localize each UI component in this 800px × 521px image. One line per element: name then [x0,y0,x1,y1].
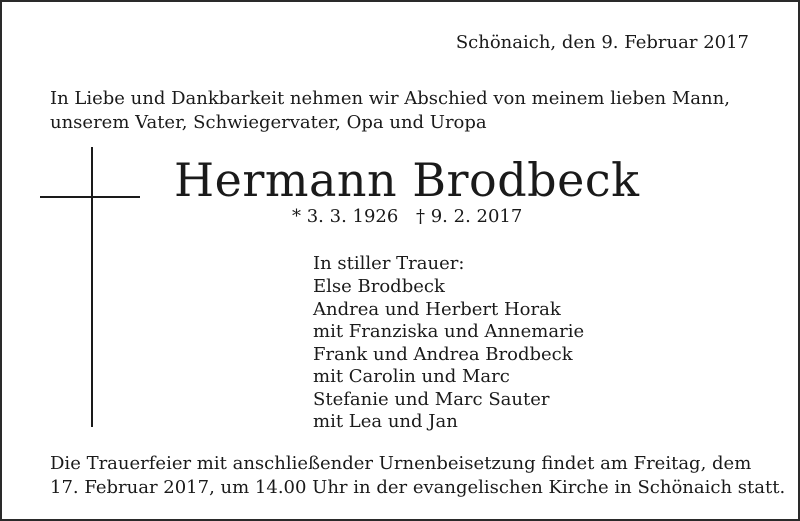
cross-icon-horizontal [40,196,140,198]
deceased-name: Hermann Brodbeck [174,153,640,207]
death-date: † 9. 2. 2017 [416,206,523,227]
funeral-info [50,452,785,500]
place-date: Schönaich, den 9. Februar 2017 [455,32,749,53]
funeral-line: 17. Februar 2017, um 14.00 Uhr in der evangelischen Kirche in Schönaich statt. [50,477,786,498]
intro-line: In Liebe und Dankbarkeit nehmen wir Abschied von meinem lieben Mann, [50,88,730,109]
mourner-item: Else Brodbeck [313,276,445,297]
mourning-heading: In stiller Trauer: [313,253,465,274]
mourner-item: mit Carolin und Marc [313,366,510,387]
cross-icon-vertical [91,147,93,427]
mourner-item: Andrea und Herbert Horak [313,298,561,320]
mourner-item: mit Lea und Jan [313,411,458,432]
funeral-line: Die Trauerfeier mit anschließender Urnenbeisetzung findet am Freitag, dem [50,453,752,474]
mourner-item: mit Franziska und Annemarie [313,321,585,342]
birth-date: * 3. 3. 1926 [292,206,399,227]
mourner-item: Frank und Andrea Brodbeck [313,343,573,365]
mourner-item: Stefanie und Marc Sauter [313,388,550,410]
intro-text [50,87,730,135]
intro-line: unserem Vater, Schwiegervater, Opa und Uropa [50,112,487,133]
mourners-list [313,276,584,434]
